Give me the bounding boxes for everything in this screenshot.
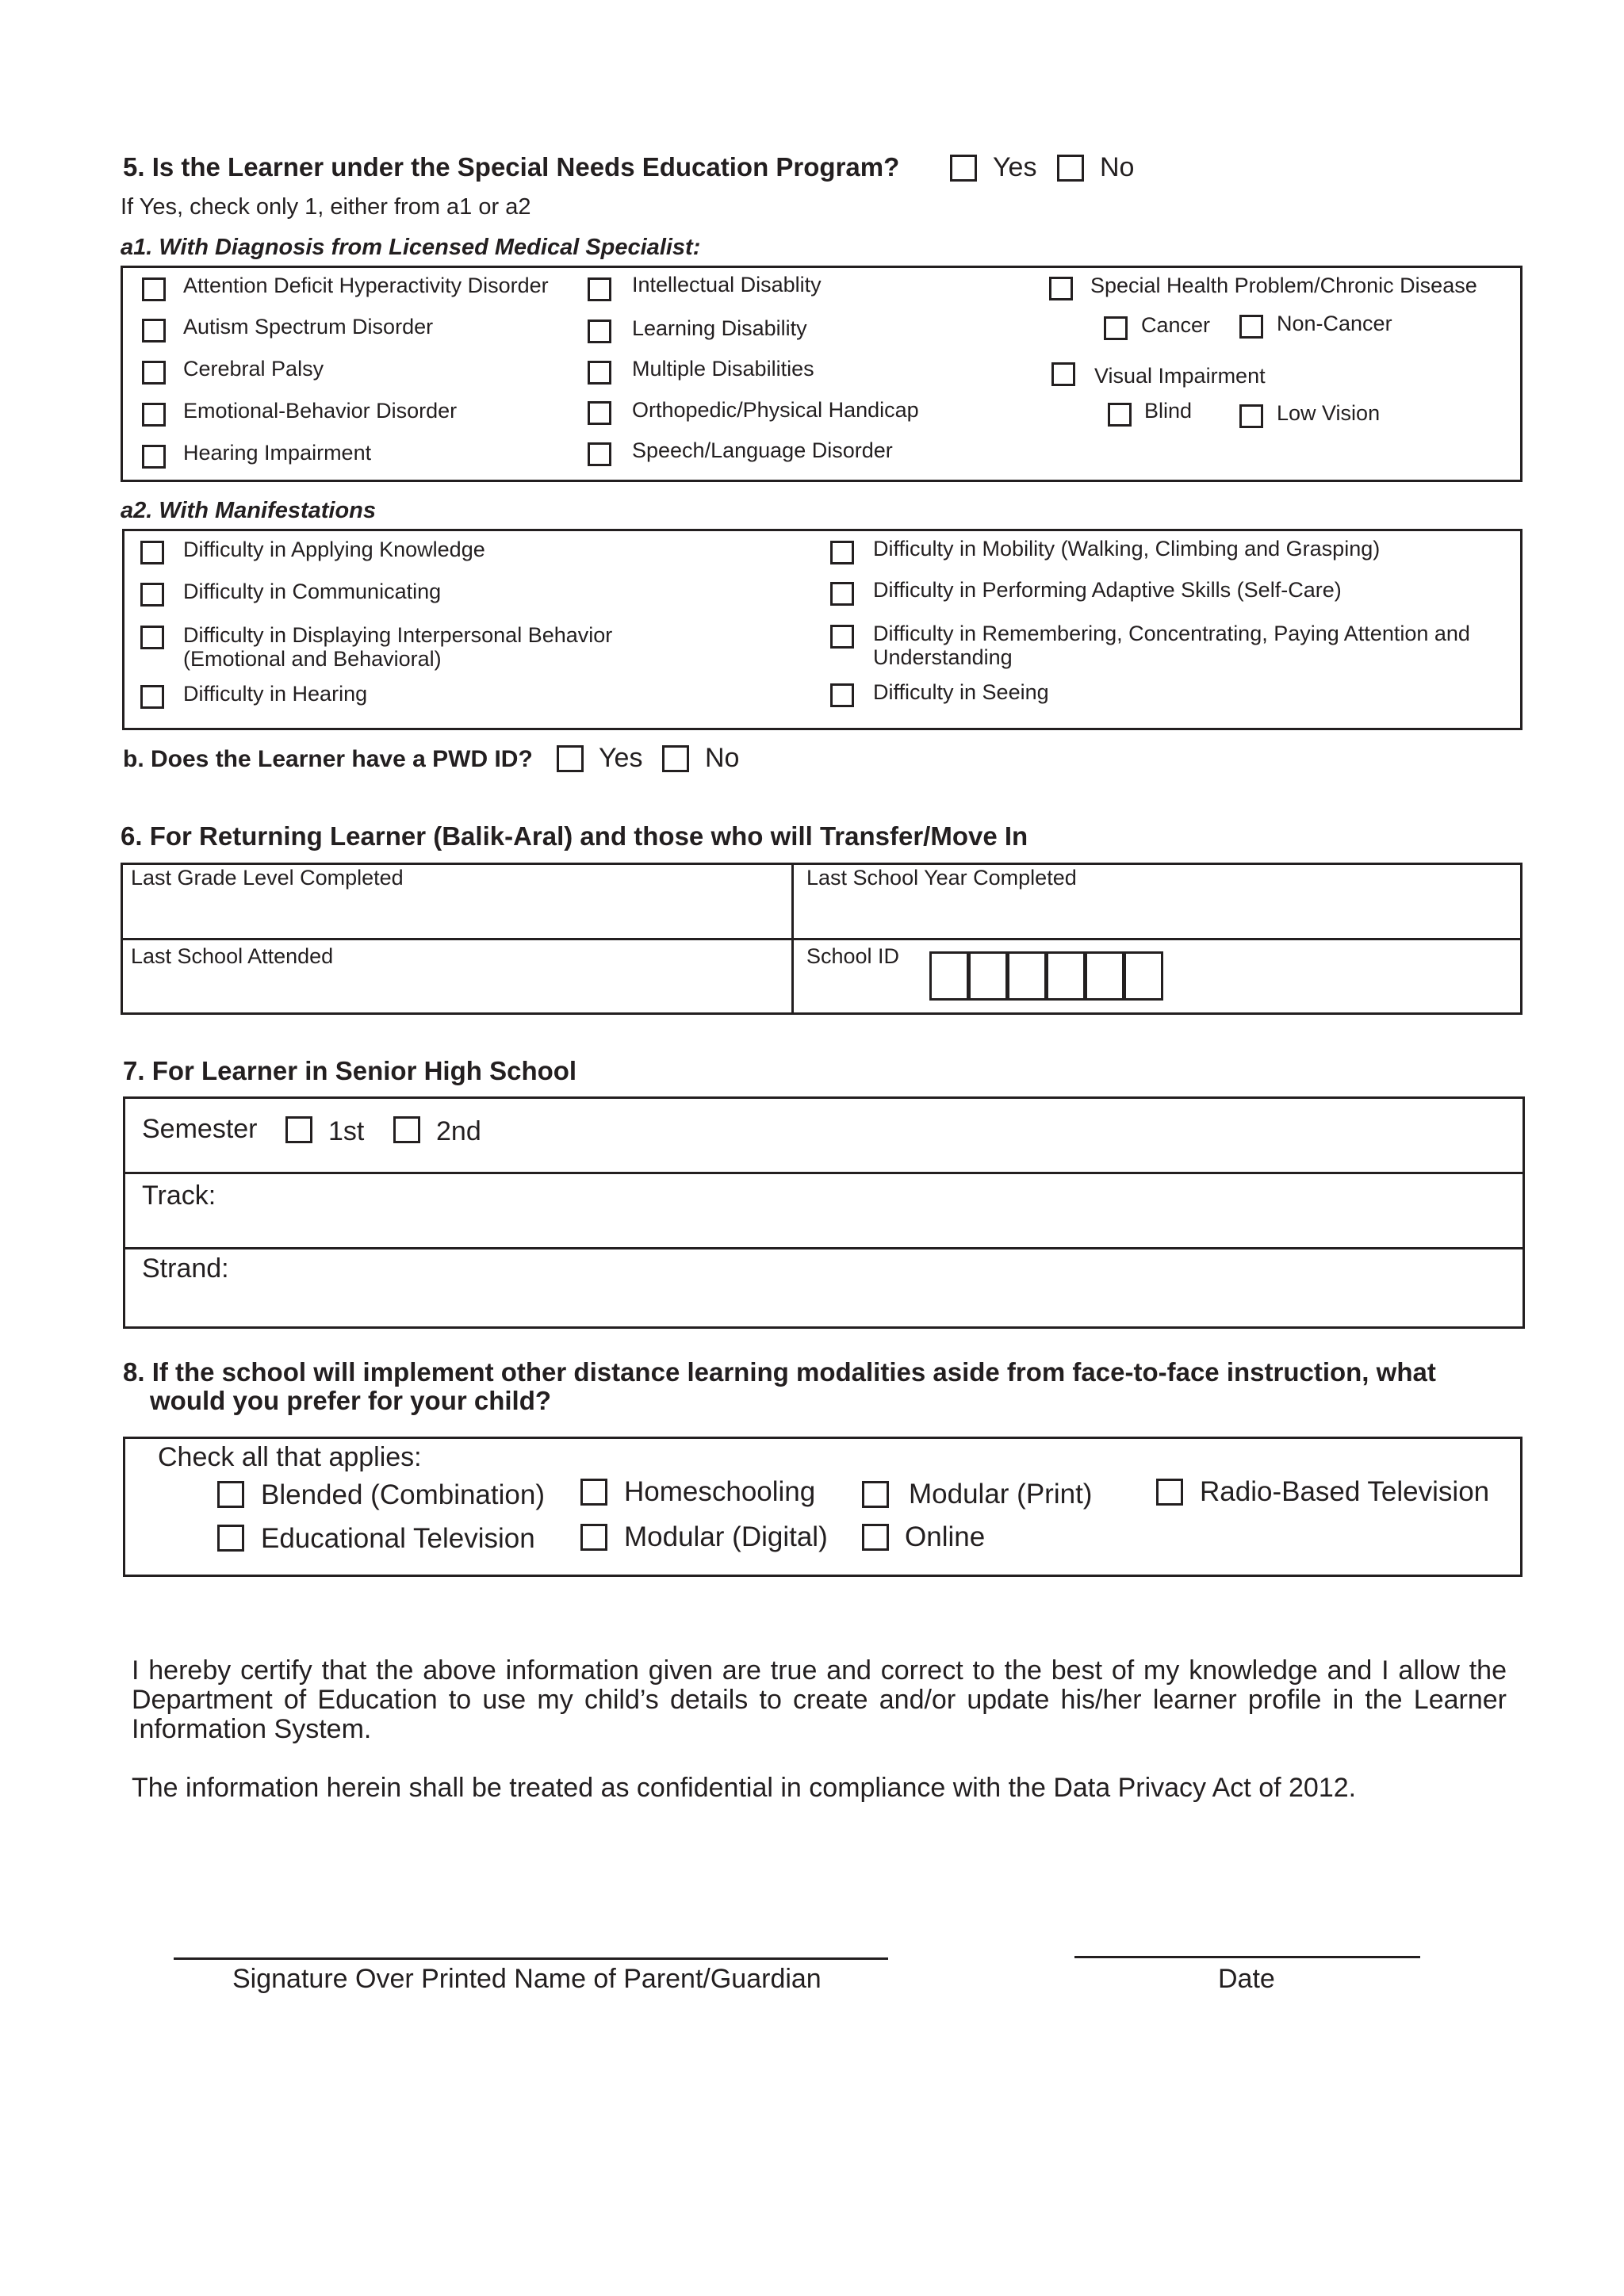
a1-emotional-behavior-checkbox[interactable] [142,403,166,427]
a1-low-vision-checkbox[interactable] [1239,404,1263,428]
semester-2nd-label: 2nd [436,1116,481,1146]
a1-hearing-impairment-checkbox[interactable] [142,445,166,469]
homeschooling-label: Homeschooling [624,1476,816,1507]
online-checkbox[interactable] [862,1524,889,1551]
a1-special-health-label: Special Health Problem/Chronic Disease [1090,274,1477,297]
school-id-digit-box[interactable] [1007,951,1047,1001]
a1-cerebral-palsy-checkbox[interactable] [142,361,166,385]
q8-title-line2: would you prefer for your child? [150,1386,552,1415]
q5-yes-checkbox[interactable] [950,155,977,182]
semester-label: Semester [142,1114,258,1144]
signature-line[interactable] [174,1957,888,1960]
a1-speech-checkbox[interactable] [588,442,611,466]
homeschooling-checkbox[interactable] [580,1479,607,1506]
a2-hearing-checkbox[interactable] [140,685,164,709]
a2-mobility-label: Difficulty in Mobility (Walking, Climbing and Grasping) [873,537,1381,561]
last-school-label: Last School Attended [131,944,334,968]
modular-digital-checkbox[interactable] [580,1524,607,1551]
a2-interpersonal-label: Difficulty in Displaying Interpersonal Behavior [183,623,613,647]
a1-cancer-checkbox[interactable] [1104,316,1128,340]
a1-intellectual-checkbox[interactable] [588,277,611,301]
a1-speech-label: Speech/Language Disorder [632,438,893,462]
q7-divider-1 [123,1172,1525,1174]
q5-no-checkbox[interactable] [1057,155,1084,182]
modular-print-checkbox[interactable] [862,1481,889,1508]
a1-non-cancer-checkbox[interactable] [1239,315,1263,339]
track-label: Track: [142,1181,216,1211]
a1-cancer-label: Cancer [1141,313,1211,337]
a2-seeing-checkbox[interactable] [830,683,854,707]
pwd-no-checkbox[interactable] [662,745,689,772]
school-id-digit-box[interactable] [1124,951,1163,1001]
a2-seeing-label: Difficulty in Seeing [873,680,1049,704]
school-id-digit-box[interactable] [1085,951,1124,1001]
a1-low-vision-label: Low Vision [1277,401,1381,425]
q6-title: 6. For Returning Learner (Balik-Aral) and those who will Transfer/Move In [121,821,1028,851]
educational-tv-label: Educational Television [261,1523,535,1554]
blended-checkbox[interactable] [217,1481,244,1508]
a1-orthopedic-label: Orthopedic/Physical Handicap [632,398,919,422]
q5-title: 5. Is the Learner under the Special Needs Education Program? [123,152,900,182]
last-sy-field[interactable] [801,892,1515,933]
a2-remembering-label-2: Understanding [873,645,1013,669]
a1-cerebral-palsy-label: Cerebral Palsy [183,357,324,381]
track-field[interactable] [238,1178,1507,1242]
q5-instruction: If Yes, check only 1, either from a1 or a2 [121,194,531,220]
q7-title: 7. For Learner in Senior High School [123,1056,577,1085]
a2-remembering-checkbox[interactable] [830,625,854,649]
a1-visual-checkbox[interactable] [1051,362,1075,386]
a2-hearing-label: Difficulty in Hearing [183,682,368,706]
school-id-digit-box[interactable] [1046,951,1086,1001]
a1-learning-label: Learning Disability [632,316,807,340]
school-id-label: School ID [806,944,900,968]
q6-row-divider [121,938,1522,940]
strand-label: Strand: [142,1253,229,1284]
a2-remembering-label: Difficulty in Remembering, Concentrating, Paying Attention and [873,622,1470,645]
strand-field[interactable] [238,1253,1507,1322]
a2-communicating-label: Difficulty in Communicating [183,580,442,603]
pwd-question: b. Does the Learner have a PWD ID? [123,746,533,772]
a1-autism-label: Autism Spectrum Disorder [183,315,434,339]
q5-no-label: No [1100,152,1135,182]
semester-2nd-checkbox[interactable] [393,1116,420,1143]
a1-autism-checkbox[interactable] [142,319,166,342]
a2-applying-knowledge-checkbox[interactable] [140,541,164,564]
last-sy-label: Last School Year Completed [806,866,1077,890]
a1-special-health-checkbox[interactable] [1049,277,1073,300]
blended-label: Blended (Combination) [261,1479,545,1510]
a2-interpersonal-checkbox[interactable] [140,626,164,649]
check-all-label: Check all that applies: [158,1442,422,1472]
date-line[interactable] [1074,1956,1420,1958]
radio-tv-checkbox[interactable] [1156,1479,1183,1506]
a2-applying-knowledge-label: Difficulty in Applying Knowledge [183,538,485,561]
a1-orthopedic-checkbox[interactable] [588,401,611,425]
a1-hearing-impairment-label: Hearing Impairment [183,441,372,465]
a1-adhd-label: Attention Deficit Hyperactivity Disorder [183,274,549,297]
radio-tv-label: Radio-Based Television [1200,1476,1490,1507]
a1-title: a1. With Diagnosis from Licensed Medical Specialist: [121,235,701,260]
a1-blind-label: Blind [1144,399,1193,423]
modular-print-label: Modular (Print) [909,1479,1093,1510]
school-id-digit-box[interactable] [968,951,1008,1001]
q6-col-divider [791,863,794,1015]
a2-title: a2. With Manifestations [121,498,377,523]
semester-1st-label: 1st [328,1116,365,1146]
semester-1st-checkbox[interactable] [285,1116,312,1143]
online-label: Online [905,1521,986,1552]
pwd-no-label: No [705,743,740,773]
last-grade-label: Last Grade Level Completed [131,866,404,890]
a1-learning-checkbox[interactable] [588,320,611,343]
date-label: Date [1218,1964,1275,1994]
a2-adaptive-checkbox[interactable] [830,582,854,606]
a2-interpersonal-label-2: (Emotional and Behavioral) [183,647,442,671]
data-privacy-paragraph: The information herein shall be treated as confidential in compliance with the Data Privacy Act of 2012. [132,1773,1357,1803]
last-grade-field[interactable] [127,892,785,933]
a1-blind-checkbox[interactable] [1108,403,1132,427]
a2-communicating-checkbox[interactable] [140,583,164,607]
pwd-yes-label: Yes [599,743,643,773]
a2-mobility-checkbox[interactable] [830,541,854,564]
a1-multiple-label: Multiple Disabilities [632,357,814,381]
q8-title-line1: 8. If the school will implement other distance learning modalities aside from face-to-face instruction, what [123,1357,1436,1387]
school-id-digit-box[interactable] [929,951,969,1001]
certification-paragraph: I hereby certify that the above information given are true and correct to the best of my knowledge and I allow the Department of Education to use my child’s details to create and/or update his/her learner profile in the Learner Information System. [132,1655,1507,1744]
a1-emotional-behavior-label: Emotional-Behavior Disorder [183,399,458,423]
a1-multiple-checkbox[interactable] [588,361,611,385]
q5-yes-label: Yes [993,152,1037,182]
a2-adaptive-label: Difficulty in Performing Adaptive Skills (Self-Care) [873,578,1342,602]
a1-non-cancer-label: Non-Cancer [1277,312,1392,335]
educational-tv-checkbox[interactable] [217,1525,244,1552]
q7-divider-2 [123,1247,1525,1249]
a1-adhd-checkbox[interactable] [142,277,166,301]
signature-label: Signature Over Printed Name of Parent/Guardian [232,1964,822,1994]
modular-digital-label: Modular (Digital) [624,1521,828,1552]
a1-intellectual-label: Intellectual Disablity [632,273,822,297]
pwd-yes-checkbox[interactable] [557,745,584,772]
last-school-field[interactable] [127,970,785,1012]
a1-visual-label: Visual Impairment [1094,364,1266,388]
